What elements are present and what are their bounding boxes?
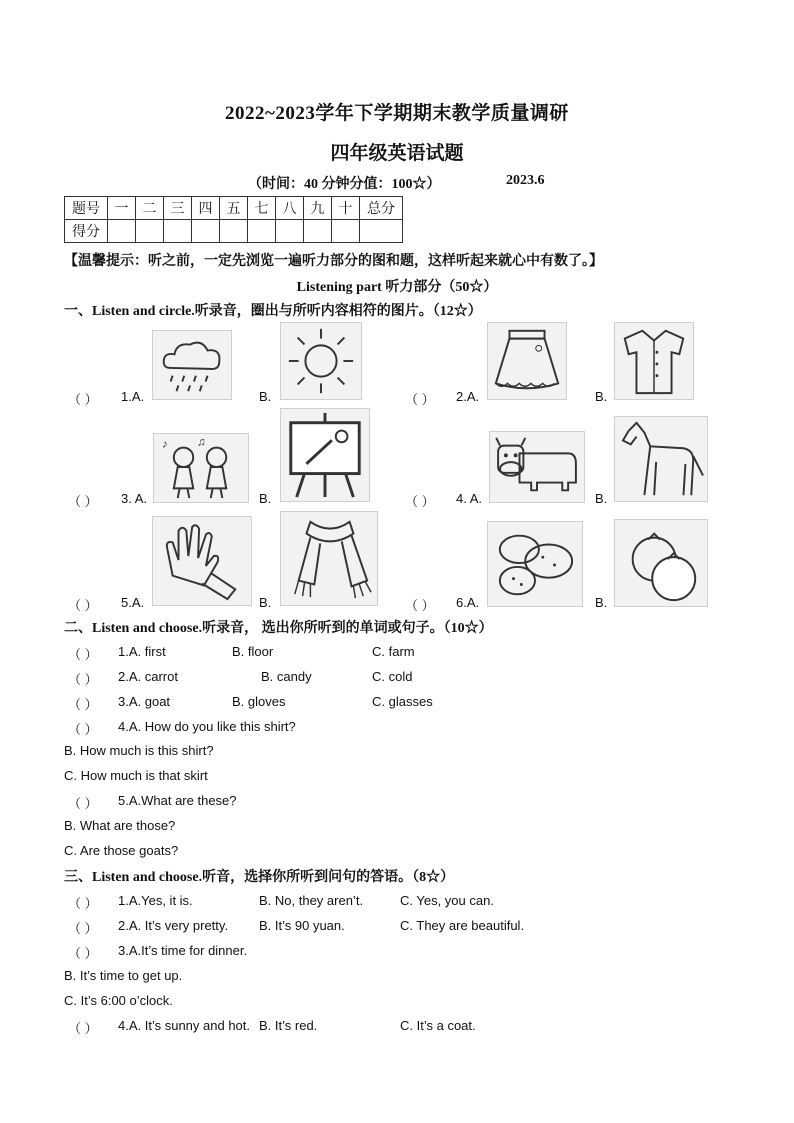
option-a[interactable]: 5.A.What are these? [118, 793, 237, 808]
table-cell: 得分 [65, 220, 108, 243]
section3-title: 三、Listen and choose.听音，选择你所听到问句的答语。（8☆） [64, 870, 455, 885]
option-c[interactable]: C. Yes, you can. [400, 893, 494, 908]
option-b-label: B. [595, 595, 608, 610]
question-number: 1.A. [121, 389, 145, 404]
table-cell: 一 [108, 197, 136, 220]
table-cell: 四 [192, 197, 220, 220]
option-b[interactable]: B. candy [261, 669, 312, 684]
answer-bracket[interactable]: （ ） [68, 796, 98, 811]
option-b[interactable]: B. It’s 90 yuan. [259, 918, 345, 933]
answer-bracket[interactable]: （ ） [68, 1021, 98, 1036]
answer-bracket[interactable]: （ ） [68, 722, 98, 737]
table-cell: 十 [332, 197, 360, 220]
option-b-label: B. [259, 389, 272, 404]
option-c[interactable]: C. How much is that skirt [64, 768, 208, 783]
option-b[interactable]: B. It’s time to get up. [64, 968, 183, 983]
score-table-header-row [65, 197, 403, 220]
svg-text:♪: ♪ [162, 437, 168, 451]
art-easel-icon[interactable] [280, 408, 370, 502]
score-input-cell[interactable] [276, 220, 304, 243]
option-a[interactable]: 1.A. first [118, 644, 166, 659]
singing-children-icon[interactable] [153, 433, 249, 503]
score-input-cell[interactable] [136, 220, 164, 243]
answer-bracket[interactable]: （ ） [68, 921, 98, 936]
section2-title: 二、Listen and choose.听录音， 选出你所听到的单词或句子。（10☆） [64, 621, 493, 636]
score-input-cell[interactable] [220, 220, 248, 243]
horse-icon[interactable] [614, 416, 708, 502]
question-number: 6.A. [456, 595, 480, 610]
score-table-score-row [65, 220, 403, 243]
option-c[interactable]: C. glasses [372, 694, 433, 709]
answer-bracket[interactable]: （ ） [405, 598, 435, 613]
option-a[interactable]: 2.A. carrot [118, 669, 178, 684]
option-c[interactable]: C. They are beautiful. [400, 918, 525, 933]
answer-bracket[interactable]: （ ） [405, 494, 435, 509]
option-c[interactable]: C. It’s 6:00 o’clock. [64, 993, 173, 1008]
listening-part-title: Listening part 听力部分（50☆） [296, 280, 498, 295]
exam-subtitle: 四年级英语试题 [330, 143, 464, 164]
option-a[interactable]: 4.A. How do you like this shirt? [118, 719, 296, 734]
option-a[interactable]: 3.A.It’s time for dinner. [118, 943, 248, 958]
score-input-cell[interactable] [108, 220, 136, 243]
table-cell: 题号 [65, 197, 108, 220]
answer-bracket[interactable]: （ ） [68, 697, 98, 712]
answer-bracket[interactable]: （ ） [68, 672, 98, 687]
warm-tip: 【温馨提示：听之前，一定先浏览一遍听力部分的图和题，这样听起来就心中有数了。】 [64, 254, 603, 269]
option-b[interactable]: B. It’s red. [259, 1018, 318, 1033]
exam-info: （时间：40 分钟分值：100☆） [248, 177, 441, 192]
rain-cloud-icon[interactable] [152, 330, 232, 400]
table-cell: 二 [136, 197, 164, 220]
table-cell: 九 [304, 197, 332, 220]
question-number: 3. A. [121, 491, 148, 506]
skirt-icon[interactable] [487, 322, 567, 400]
answer-bracket[interactable]: （ ） [68, 598, 98, 613]
cow-icon[interactable] [489, 431, 585, 503]
answer-bracket[interactable]: （ ） [68, 494, 98, 509]
option-c[interactable]: C. farm [372, 644, 415, 659]
answer-bracket[interactable]: （ ） [68, 946, 98, 961]
table-cell: 三 [164, 197, 192, 220]
option-c[interactable]: C. cold [372, 669, 413, 684]
potatoes-icon[interactable] [487, 521, 583, 607]
svg-text:♫: ♫ [197, 435, 206, 449]
option-b[interactable]: B. gloves [232, 694, 286, 709]
score-input-cell[interactable] [192, 220, 220, 243]
sun-icon[interactable] [280, 322, 362, 400]
score-input-cell[interactable] [164, 220, 192, 243]
question-number: 2.A. [456, 389, 480, 404]
exam-date: 2023.6 [506, 173, 545, 188]
question-number: 4. A. [456, 491, 483, 506]
option-b-label: B. [259, 491, 272, 506]
score-table [64, 196, 403, 243]
answer-bracket[interactable]: （ ） [68, 392, 98, 407]
tomatoes-icon[interactable] [614, 519, 708, 607]
exam-title: 2022~2023学年下学期期末教学质量调研 [225, 103, 569, 124]
score-input-cell[interactable] [248, 220, 276, 243]
option-b[interactable]: B. How much is this shirt? [64, 743, 214, 758]
table-cell: 五 [220, 197, 248, 220]
option-c[interactable]: C. It’s a coat. [400, 1018, 476, 1033]
score-input-cell[interactable] [360, 220, 403, 243]
option-a[interactable]: 2.A. It’s very pretty. [118, 918, 229, 933]
option-a[interactable]: 3.A. goat [118, 694, 171, 709]
table-cell: 七 [248, 197, 276, 220]
answer-bracket[interactable]: （ ） [68, 647, 98, 662]
question-number: 5.A. [121, 595, 145, 610]
option-b[interactable]: B. What are those? [64, 818, 176, 833]
shirt-icon[interactable] [614, 322, 694, 400]
table-cell: 总分 [360, 197, 403, 220]
option-b-label: B. [595, 491, 608, 506]
score-input-cell[interactable] [332, 220, 360, 243]
answer-bracket[interactable]: （ ） [405, 392, 435, 407]
option-c[interactable]: C. Are those goats? [64, 843, 179, 858]
option-b-label: B. [595, 389, 608, 404]
option-a[interactable]: 1.A.Yes, it is. [118, 893, 193, 908]
option-b[interactable]: B. floor [232, 644, 274, 659]
scarf-icon[interactable] [280, 511, 378, 606]
gloves-icon[interactable] [152, 516, 252, 606]
answer-bracket[interactable]: （ ） [68, 896, 98, 911]
score-input-cell[interactable] [304, 220, 332, 243]
table-cell: 八 [276, 197, 304, 220]
section1-title: 一、Listen and circle.听录音，圈出与所听内容相符的图片。（12☆） [64, 304, 482, 319]
option-b-label: B. [259, 595, 272, 610]
option-b[interactable]: B. No, they aren’t. [259, 893, 364, 908]
option-a[interactable]: 4.A. It’s sunny and hot. [118, 1018, 251, 1033]
